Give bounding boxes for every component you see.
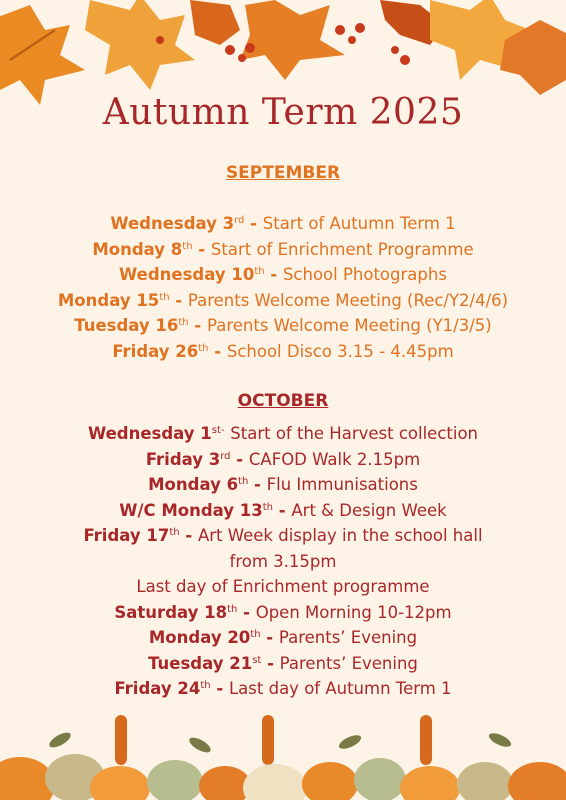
- event-row: from 3.15pm: [229, 551, 337, 571]
- event-row: Tuesday 16th - Parents Welcome Meeting (Y1/3/5): [74, 316, 492, 335]
- event-row: Wednesday 10th - School Photographs: [119, 265, 447, 284]
- event-row: Friday 17th - Art Week display in the school hall: [83, 526, 483, 545]
- leaf-icon: [190, 0, 240, 45]
- event-row: Monday 15th - Parents Welcome Meeting (Rec/Y2/4/6): [57, 290, 509, 310]
- september-events: [0, 211, 566, 364]
- october-events: [0, 421, 566, 702]
- october-heading: OCTOBER: [237, 391, 329, 411]
- event-row: Friday 3rd - CAFOD Walk 2.15pm: [145, 449, 421, 469]
- event-row: Monday 20th - Parents’ Evening: [148, 628, 418, 647]
- pumpkin-icon: [0, 715, 566, 800]
- event-row: Last day of Enrichment programme: [136, 577, 430, 596]
- event-row: Saturday 18th - Open Morning 10-12pm: [114, 602, 452, 622]
- september-heading: SEPTEMBER: [225, 163, 341, 183]
- event-row: Monday 8th - Start of Enrichment Programme: [92, 239, 474, 259]
- event-row: W/C Monday 13th - Art & Design Week: [119, 500, 447, 520]
- leaf-icon: [85, 0, 195, 90]
- leaf-icon: [240, 0, 345, 80]
- page-title: Autumn Term 2025: [102, 92, 464, 133]
- event-row: Wednesday 3rd - Start of Autumn Term 1: [110, 214, 456, 233]
- leaf-icon: [0, 5, 85, 105]
- event-row: Friday 24th - Last day of Autumn Term 1: [114, 679, 452, 698]
- event-row: Friday 26th - School Disco 3.15 - 4.45pm: [112, 341, 454, 361]
- event-row: Monday 6th - Flu Immunisations: [148, 475, 418, 494]
- event-row: Tuesday 21st - Parents’ Evening: [148, 653, 418, 673]
- event-row: Wednesday $1^{st-}$ Start of the Harvest collection: [87, 424, 478, 443]
- pumpkins-decoration: [0, 700, 566, 800]
